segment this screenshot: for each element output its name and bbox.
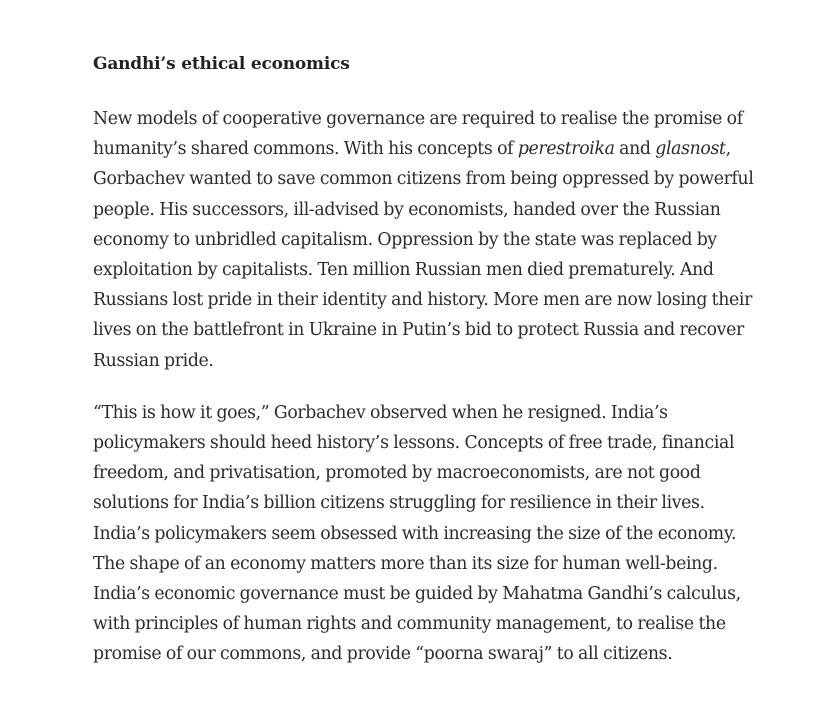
bottom-fade (0, 685, 828, 707)
paragraph-line: economy to unbridled capitalism. Oppression by the state was replaced by (93, 229, 717, 250)
paragraph-line: Gorbachev wanted to save common citizens from being oppressed by powerful (93, 169, 754, 190)
text-span: , (725, 139, 731, 160)
paragraph-2 (93, 398, 793, 670)
paragraph-line: solutions for India’s billion citizens struggling for resilience in their lives. (93, 493, 705, 514)
paragraph-line: people. His successors, ill-advised by economists, handed over the Russian (93, 199, 721, 220)
paragraph-line: Russians lost pride in their identity and history. More men are now losing their (93, 290, 753, 311)
article (93, 52, 793, 692)
italic-term-glasnost: glasnost (655, 139, 726, 160)
paragraph-line: promise of our commons, and provide “poorna swaraj” to all citizens. (93, 644, 673, 665)
paragraph-line: India’s policymakers seem obsessed with increasing the size of the economy. (93, 523, 737, 544)
paragraph-line: exploitation by capitalists. Ten million Russian men died prematurely. And (93, 260, 714, 281)
text-span: humanity’s shared commons. With his concepts of (93, 139, 518, 160)
paragraph-line (93, 134, 793, 164)
paragraph-line: India’s economic governance must be guided by Mahatma Gandhi’s calculus, (93, 584, 741, 605)
paragraph-line: policymakers should heed history’s lessons. Concepts of free trade, financial (93, 433, 735, 454)
paragraph-line: The shape of an economy matters more than its size for human well-being. (93, 553, 718, 574)
paragraph-line: Russian pride. (93, 350, 214, 371)
paragraph-line: with principles of human rights and community management, to realise the (93, 614, 726, 635)
paragraph-line: “This is how it goes,” Gorbachev observed when he resigned. India’s (93, 402, 668, 423)
italic-term-perestroika: perestroika (517, 139, 615, 160)
paragraph-line: freedom, and privatisation, promoted by macroeconomists, are not good (93, 463, 701, 484)
article-heading: Gandhi’s ethical economics (93, 54, 350, 74)
paragraph-line: New models of cooperative governance are required to realise the promise of (93, 109, 743, 129)
paragraph-1 (93, 104, 793, 376)
paragraph-line: lives on the battlefront in Ukraine in Putin’s bid to protect Russia and recover (93, 320, 744, 341)
text-span: and (614, 139, 656, 160)
